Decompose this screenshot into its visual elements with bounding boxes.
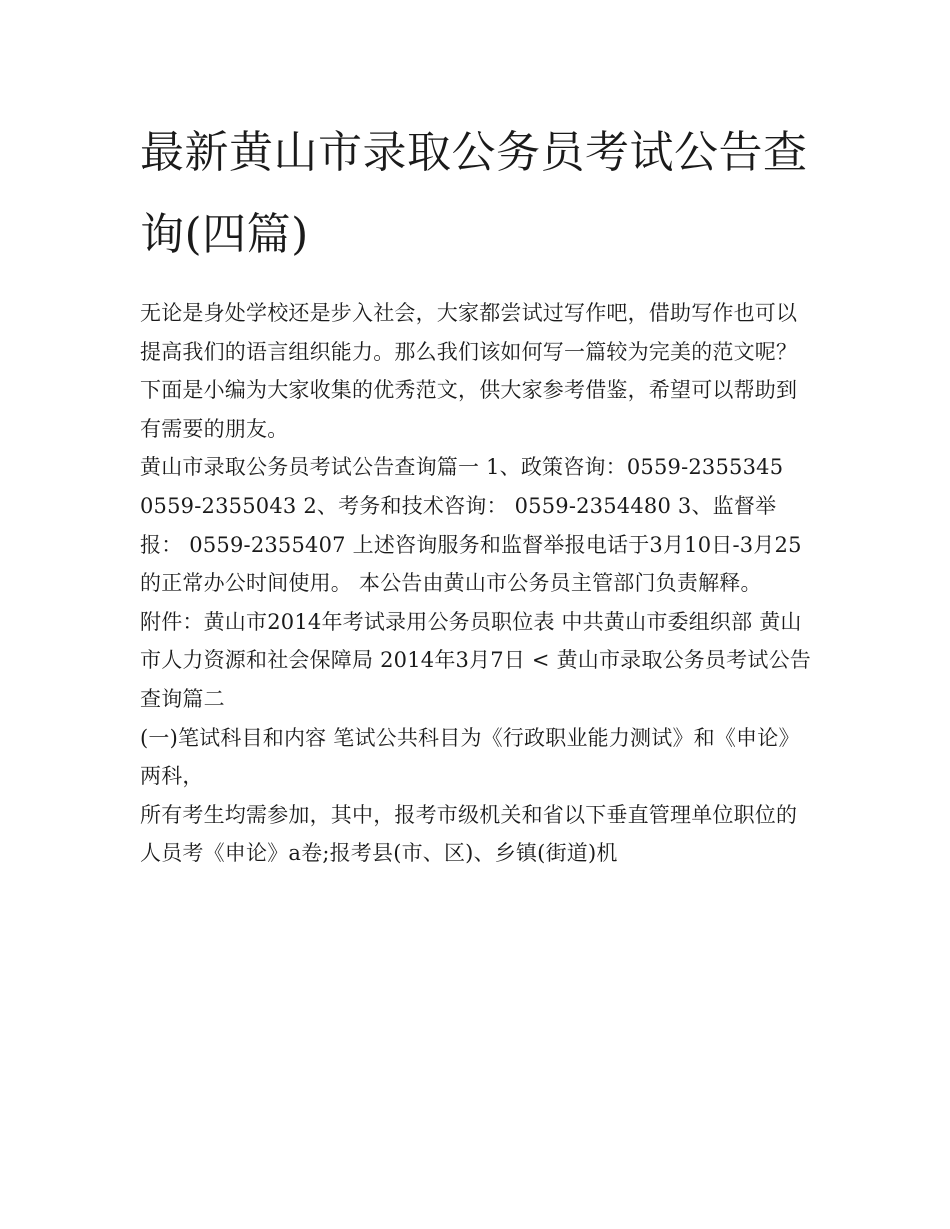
paragraph-contact: 黄山市录取公务员考试公告查询篇一 1、政策咨询：0559-2355345 0559-2355043 2、考务和技术咨询： 0559-2354480 3、监督举报： 0559-2355407 上述咨询服务和监督举报电话于3月10日-3月25的正常办公时间使用。 本公告由黄山市公务员主管部门负责解释。 xyxy=(140,455,802,596)
paragraph-intro: 无论是身处学校还是步入社会，大家都尝试过写作吧，借助写作也可以提高我们的语言组织能力。那么我们该如何写一篇较为完美的范文呢？下面是小编为大家收集的优秀范文，供大家参考借鉴，希望可以帮助到有需要的朋友。 xyxy=(140,301,798,441)
paragraph-attachment: 附件：黄山市2014年考试录用公务员职位表 中共黄山市委组织部 黄山市人力资源和社会保障局 2014年3月7日 < 黄山市录取公务员考试公告查询篇二 xyxy=(140,609,811,711)
document-page xyxy=(140,112,812,873)
paragraph-exam-subjects: (一)笔试科目和内容 笔试公共科目为《行政职业能力测试》和《申论》两科， xyxy=(140,725,800,789)
paragraph-exam-papers: 所有考生均需参加，其中，报考市级机关和省以下垂直管理单位职位的人员考《申论》a卷;报考县(市、区)、乡镇(街道)机 xyxy=(140,802,798,866)
document-title: 最新黄山市录取公务员考试公告查询(四篇) xyxy=(140,127,808,260)
